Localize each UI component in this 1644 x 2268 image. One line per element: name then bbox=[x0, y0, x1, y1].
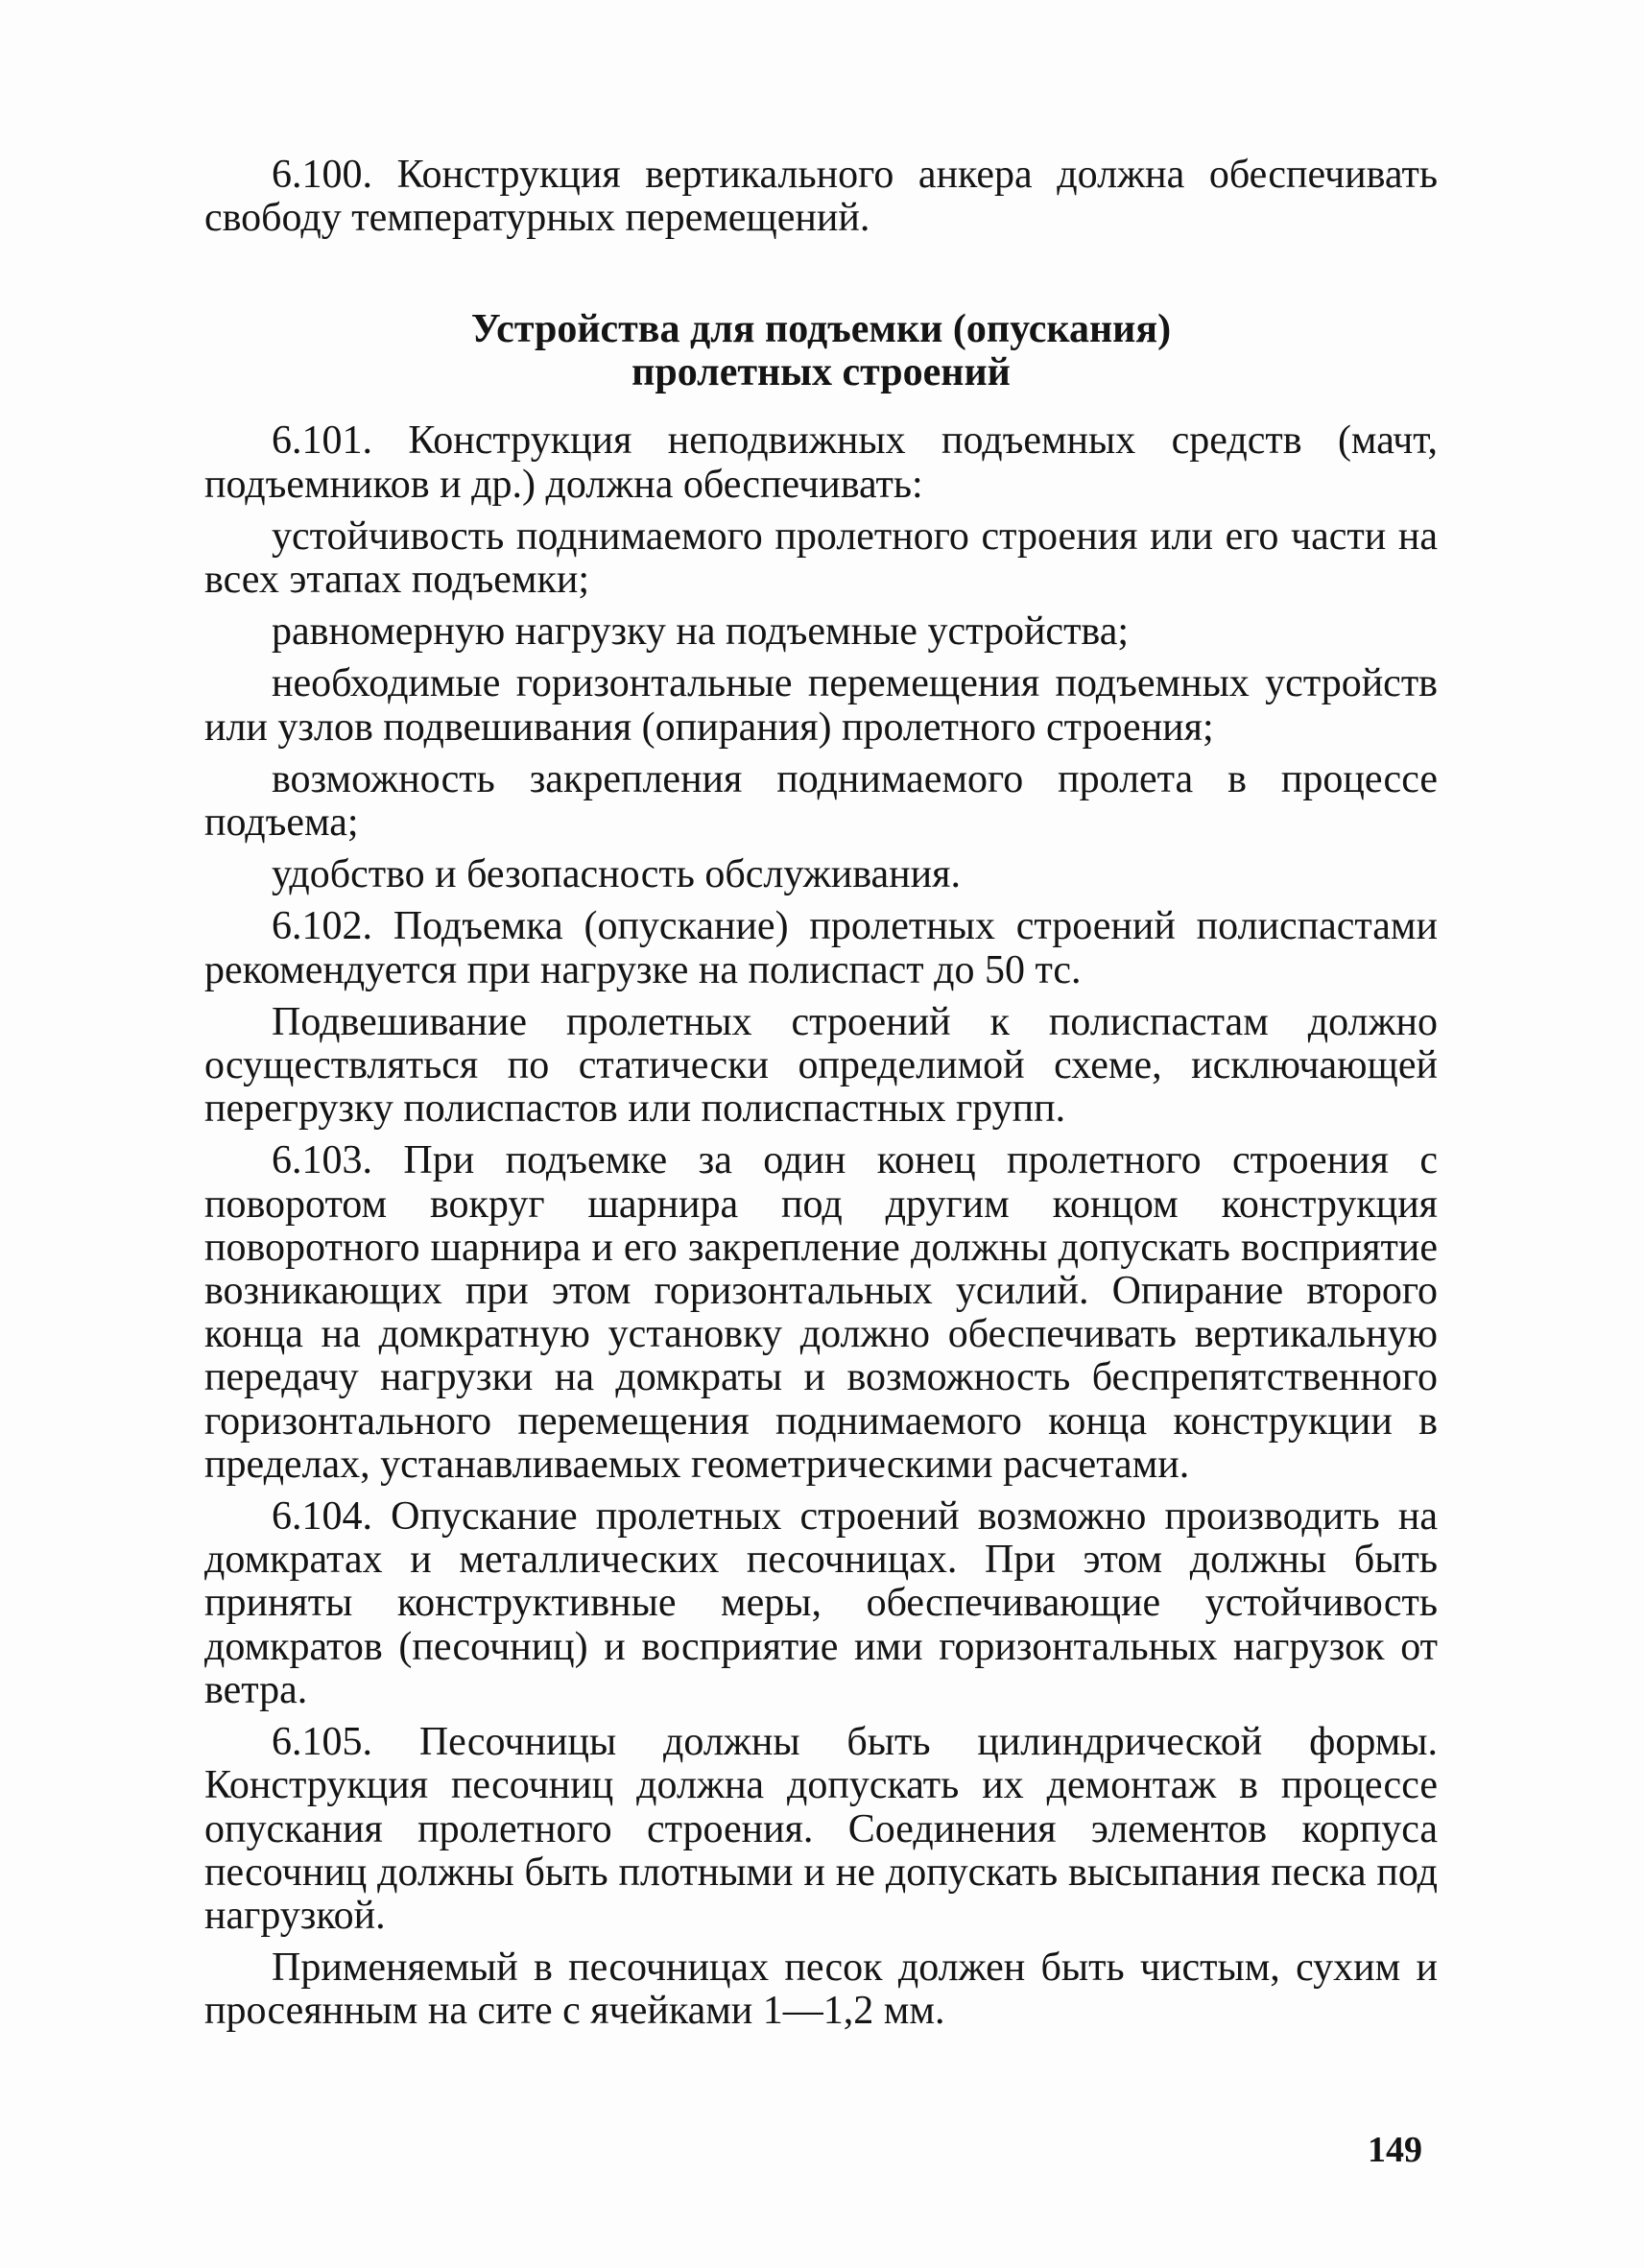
section-heading bbox=[204, 308, 1438, 394]
page-number: 149 bbox=[1368, 2130, 1422, 2170]
list-item-uniform-load: равномерную нагрузку на подъемные устройства; bbox=[272, 609, 1130, 655]
paragraph-6-105: 6.105. Песочницы должны быть цилиндрической формы. Конструкция песочниц должна допускать их демонтаж в процессе опускания пролетного строения. Соединения элементов корпуса песочниц должны быть плотными и не допускать высыпания песка под нагрузкой. bbox=[204, 1720, 1438, 1938]
paragraph-6-102: 6.102. Подъемка (опускание) пролетных строений полиспастами рекомендуется при нагрузке на полиспаст до 50 тс. bbox=[204, 904, 1438, 992]
list-item-stability: устойчивость поднимаемого пролетного строения или его части на всех этапах подъемки; bbox=[204, 513, 1438, 603]
list-item-safety: удобство и безопасность обслуживания. bbox=[272, 852, 961, 897]
list-item-horizontal-movements: необходимые горизонтальные перемещения подъемных устройств или узлов подвешивания (опирания) пролетного строения; bbox=[204, 661, 1438, 750]
paragraph-6-101: 6.101. Конструкция неподвижных подъемных средств (мачт, подъемников и др.) должна обеспечивать: bbox=[204, 418, 1438, 507]
paragraph-6-103: 6.103. При подъемке за один конец пролетного строения с поворотом вокруг шарнира под другим концом конструкция поворотного шарнира и его закрепление должны допускать восприятие возникающих при этом горизонтальных усилий. Опирание второго конца на домкратную установку должно обеспечивать вертикальную передачу нагрузки на домкраты и возможность беспрепятственного горизонтального перемещения поднимаемого конца конструкции в пределах, устанавливаемых геометрическими расчетами. bbox=[204, 1138, 1438, 1487]
section-heading-line-2: пролетных строений bbox=[631, 350, 1011, 395]
body-text bbox=[204, 154, 1438, 2042]
paragraph-6-100: 6.100. Конструкция вертикального анкера должна обеспечивать свободу температурных перемещений. bbox=[204, 153, 1438, 241]
section-heading-line-1: Устройства для подъемки (опускания) bbox=[470, 307, 1172, 352]
paragraph-suspension: Подвешивание пролетных строений к полиспастам должно осуществляться по статически определимой схеме, исключающей перегрузку полиспастов или полиспастных групп. bbox=[204, 999, 1438, 1132]
list-item-fixing: возможность закрепления поднимаемого пролета в процессе подъема; bbox=[204, 756, 1438, 846]
paragraph-sand: Применяемый в песочницах песок должен быть чистым, сухим и просеянным на сите с ячейками 1—1,2 мм. bbox=[204, 1946, 1438, 2034]
paragraph-6-104: 6.104. Опускание пролетных строений возможно производить на домкратах и металлических песочницах. При этом должны быть приняты конструктивные меры, обеспечивающие устойчивость домкратов (песочниц) и восприятие ими горизонтальных нагрузок от ветра. bbox=[204, 1494, 1438, 1712]
